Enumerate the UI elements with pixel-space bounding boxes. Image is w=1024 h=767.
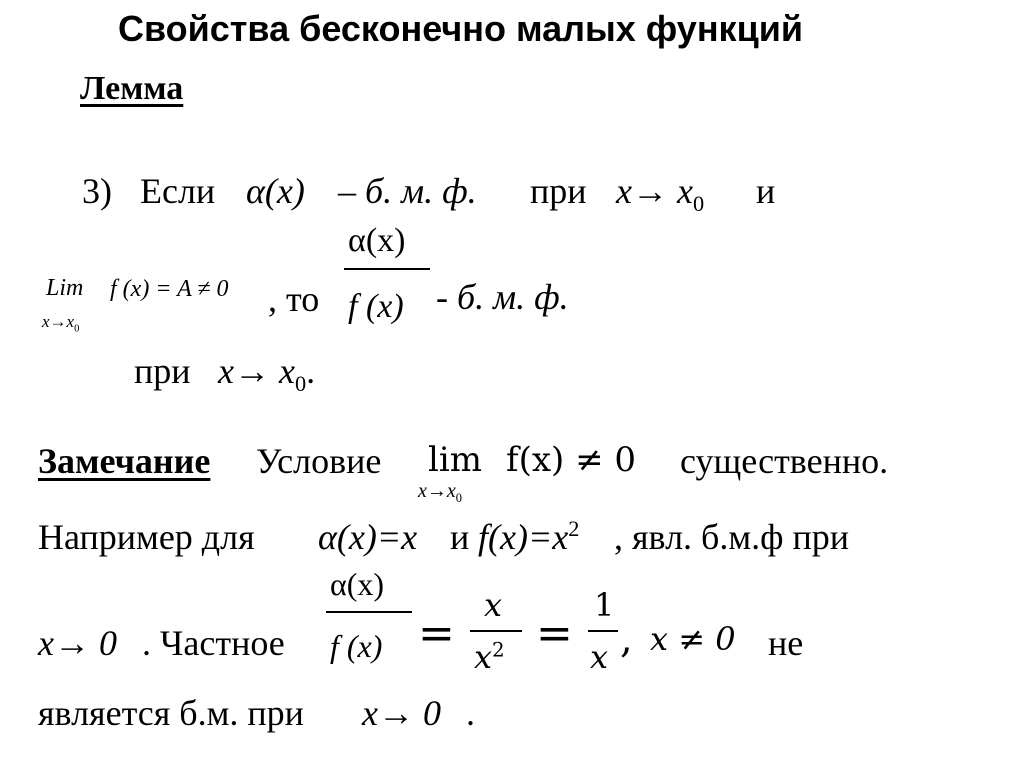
final-period: . — [466, 693, 475, 733]
x-to-x0-2: $x\to x_0$. — [218, 351, 316, 397]
f-equals-x2: $f(x)=x^2$ — [478, 516, 580, 557]
ne-word: не — [768, 623, 804, 663]
item-number: 3) — [82, 171, 112, 211]
equals-sign-1: = — [418, 608, 455, 659]
pri-word-2: при — [134, 351, 191, 391]
then-word: , то — [268, 279, 320, 319]
conclusion-text: является б.м. при — [38, 693, 304, 733]
f-ne-zero: f(x) ≠ 0 — [506, 440, 637, 480]
fraction-numerator: α(x) — [348, 222, 406, 259]
alpha-x: α(x) — [246, 171, 305, 211]
x-to-x0: $x\to x_0$ — [616, 171, 705, 217]
uslovie-word: Условие — [256, 441, 382, 481]
fraction-denominator: f (x) — [348, 288, 404, 325]
alpha-equals-x: α(x)=x — [318, 517, 418, 557]
f-condition: f (x) = A ≠ 0 — [110, 276, 229, 302]
x-denominator: x — [590, 638, 609, 676]
comma: , — [620, 616, 633, 662]
lim-subscript: $x\to x_0$ — [42, 312, 80, 335]
fraction-bmf: - б. м. ф. — [436, 277, 569, 317]
one-numerator: 1 — [594, 586, 615, 624]
quotient-denominator: f (x) — [330, 628, 383, 664]
bmf-label: – б. м. ф. — [338, 171, 477, 211]
lim-text: Lim — [46, 275, 84, 301]
pri-word: при — [530, 171, 587, 211]
x-to-zero-2: x→ 0 — [362, 693, 441, 733]
quotient-bar — [326, 611, 412, 613]
quotient-numerator: α(x) — [330, 566, 385, 602]
example-tail: , явл. б.м.ф при — [614, 517, 850, 557]
x-over-x2-bar — [470, 630, 522, 632]
and-word: и — [756, 171, 776, 211]
example-intro: Например для — [38, 517, 255, 557]
page-title: Свойства бесконечно малых функций — [118, 8, 803, 49]
esli-word: Если — [140, 171, 216, 211]
chastnoe-word: . Частное — [142, 623, 285, 663]
x2-denominator: $x^2$ — [474, 638, 505, 676]
x-not-zero: x ≠ 0 — [650, 620, 736, 658]
remark-heading: Замечание — [38, 441, 211, 481]
fraction-bar — [344, 268, 430, 270]
lim-subscript-2: $x\to x_0$ — [418, 480, 462, 505]
essential-word: существенно. — [680, 441, 889, 481]
x-to-zero: x→ 0 — [38, 623, 117, 663]
and-word-2: и — [450, 517, 470, 557]
x-numerator: x — [484, 586, 503, 624]
lemma-heading: Лемма — [80, 70, 184, 107]
equals-sign-2: = — [536, 608, 573, 659]
lim-word: lim — [428, 440, 482, 480]
one-over-x-bar — [588, 630, 618, 632]
